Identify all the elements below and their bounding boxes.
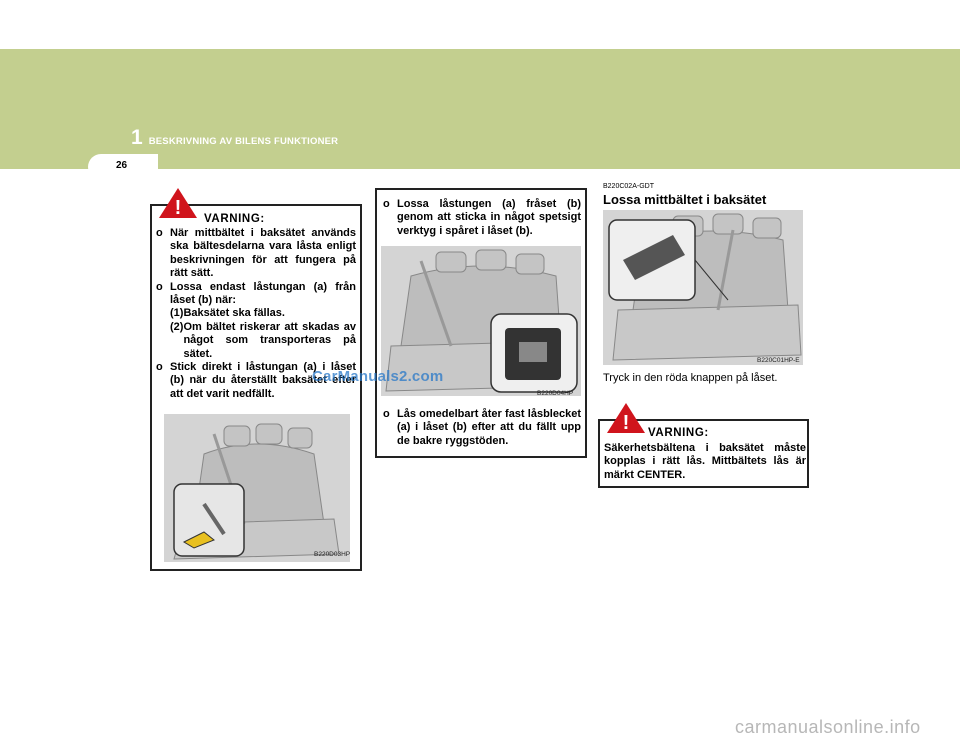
warning-sub-item: (1) Baksätet ska fällas. [170, 307, 285, 320]
svg-text:!: ! [622, 412, 630, 434]
warning-title: VARNING: [204, 213, 265, 225]
warning-bullet: o När mittbältet i baksätet används ska bältesdelarna vara låsta enligt beskrivningen för att fungera på rätt sätt. [156, 227, 356, 280]
chapter-heading [131, 126, 338, 150]
left-warning-box [150, 204, 362, 571]
instruction-bullet: o Lossa låstungen (a) fråset (b) genom att sticka in något spetsigt verktyg i spåret i låset (b). [383, 198, 581, 237]
instruction-text: Tryck in den röda knappen på låset. [603, 372, 778, 384]
rear-seat-illustration [164, 414, 350, 562]
warning-title: VARNING: [648, 427, 709, 439]
warning-triangle-icon [606, 402, 646, 434]
header-band [0, 49, 960, 169]
warning-bullet: o Stick direkt i låstungan (a) i låset (b) när du återställt baksätet efter att det varit nedfällt. [156, 361, 356, 400]
instruction-bullet: o Lås omedelbart åter fast låsblecket (a) i låset (b) efter att du fällt upp de bakre ryggstöden. [383, 408, 581, 447]
warning-triangle-icon [158, 187, 198, 219]
page-number: 26 [116, 160, 128, 171]
image-caption: B220C01HP-E [757, 357, 800, 364]
warning-sub-item: (2) Om bältet riskerar att skadas av något som transporteras på sätet. [170, 320, 356, 360]
section-title: Lossa mittbältet i baksätet [603, 192, 767, 207]
warning-bullet: o Lossa endast låstungan (a) från låset (b) när: [156, 280, 356, 307]
section-code: B220C02A-GDT [603, 183, 654, 190]
image-caption: B220D04HP [537, 390, 574, 397]
middle-instruction-box [375, 188, 587, 458]
svg-text:!: ! [174, 197, 182, 219]
footer-watermark: carmanualsonline.info [735, 717, 921, 737]
chapter-title: BESKRIVNING AV BILENS FUNKTIONER [148, 136, 339, 147]
warning-text: Säkerhetsbältena i baksätet måste kopplas i rätt lås. Mittbältets lås är märkt CENTER. [604, 442, 806, 481]
chapter-number: 1 [131, 126, 143, 149]
center-belt-illustration [603, 210, 803, 365]
site-watermark: CarManuals2.com [312, 368, 444, 385]
image-caption: B220D03HP [314, 551, 351, 558]
